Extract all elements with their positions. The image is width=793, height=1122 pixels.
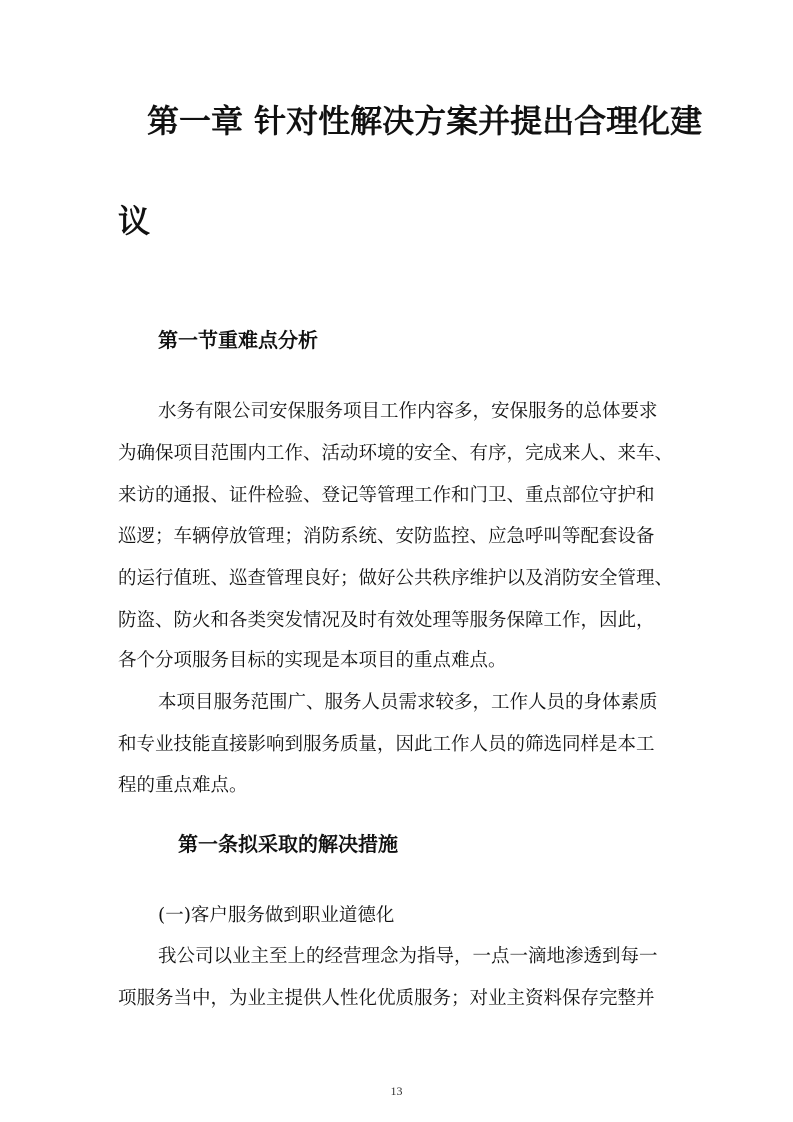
paragraph-line: 防盗、防火和各类突发情况及时有效处理等服务保障工作，因此， <box>118 610 655 631</box>
paragraph-line: 巡逻；车辆停放管理；消防系统、安防监控、应急呼叫等配套设备 <box>118 526 655 547</box>
paragraph-line: 来访的通报、证件检验、登记等管理工作和门卫、重点部位守护和 <box>118 485 655 506</box>
paragraph-line: 项服务当中，为业主提供人性化优质服务；对业主资料保存完整并 <box>118 988 655 1009</box>
item-heading: (一)客户服务做到职业道德化 <box>158 905 395 926</box>
chapter-title-line-1: 第一章 针对性解决方案并提出合理化建 <box>147 102 703 140</box>
section-title: 第一节重难点分析 <box>158 328 318 352</box>
paragraph-line: 本项目服务范围广、服务人员需求较多，工作人员的身体素质 <box>158 692 658 713</box>
subsection-title: 第一条拟采取的解决措施 <box>178 832 398 856</box>
paragraph-line: 的运行值班、巡查管理良好；做好公共秩序维护以及消防安全管理、 <box>118 568 674 589</box>
paragraph-line: 水务有限公司安保服务项目工作内容多，安保服务的总体要求 <box>158 401 658 422</box>
paragraph-line: 我公司以业主至上的经营理念为指导，一点一滴地渗透到每一 <box>158 946 658 967</box>
paragraph-line: 为确保项目范围内工作、活动环境的安全、有序，完成来人、来车、 <box>118 443 674 464</box>
page-number: 13 <box>390 1084 403 1098</box>
paragraph-line: 程的重点难点。 <box>118 775 248 796</box>
chapter-title-line-2: 议 <box>118 202 151 240</box>
paragraph-line: 和专业技能直接影响到服务质量，因此工作人员的筛选同样是本工 <box>118 734 655 755</box>
paragraph-line: 各个分项服务目标的实现是本项目的重点难点。 <box>118 650 507 671</box>
